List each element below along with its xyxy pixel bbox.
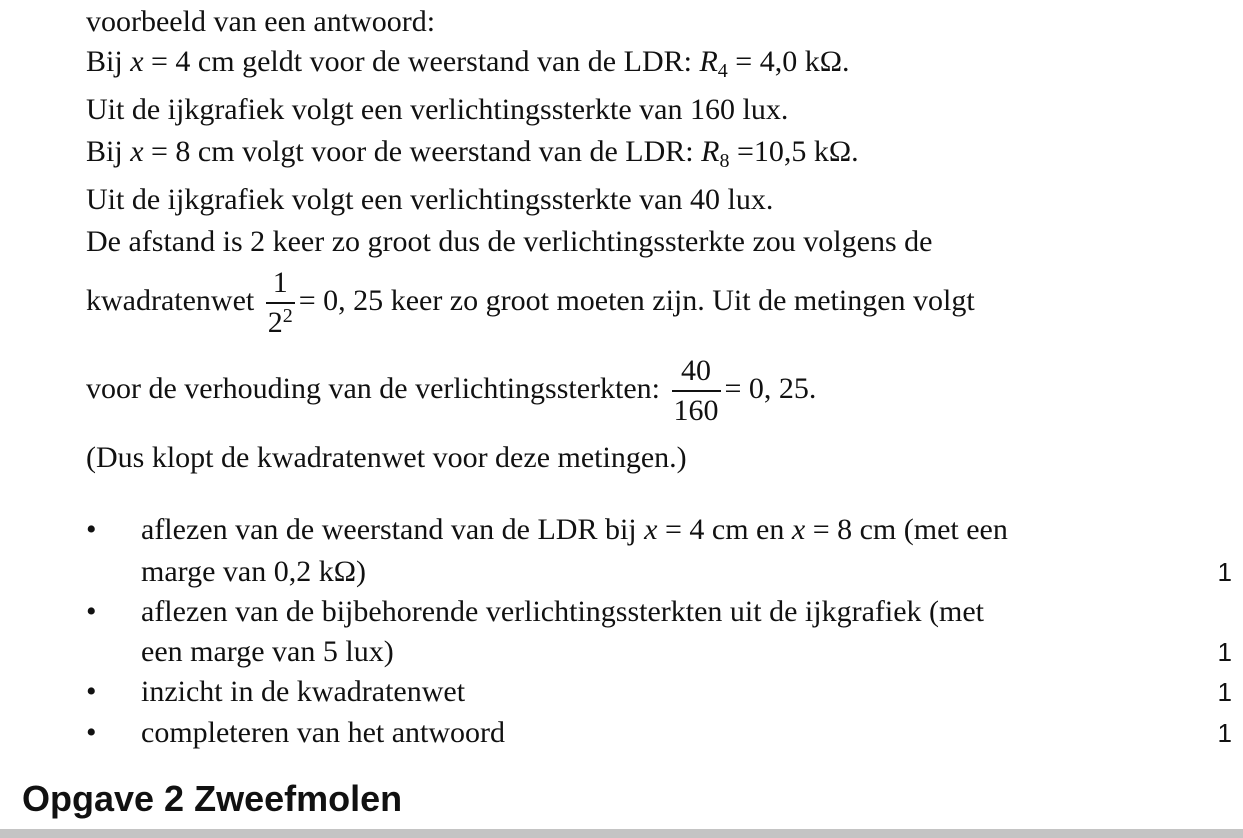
bullet-icon: • (86, 675, 97, 708)
fraction-40-over-160: $\frac{40}{160}$ (672, 352, 721, 430)
answer-line-8: (Dus klopt de kwadratenwet voor deze metingen.) (86, 441, 687, 474)
bullet-icon: • (86, 513, 97, 546)
score-points: 1 (1217, 718, 1232, 748)
score-points: 1 (1217, 637, 1232, 667)
answer-line-1: Bij x = 4 cm geldt voor de weerstand van de LDR: $R_4 = 4,0$ kΩ. (86, 45, 850, 82)
answer-line-7: voor de verhouding van de verlichtingssterkten: $\frac{40}{160}$ = 0, 25. (86, 352, 816, 430)
bullet-icon: • (86, 716, 97, 749)
answer-line-3: Bij x = 8 cm volgt voor de weerstand van de LDR: $R_8 =10,5$ kΩ. (86, 135, 859, 172)
score-points: 1 (1217, 557, 1232, 587)
page-bottom-divider (0, 829, 1243, 838)
answer-intro: voorbeeld van een antwoord: (86, 5, 436, 38)
answer-line-5: De afstand is 2 keer zo groot dus de verlichtingssterkte zou volgens de (86, 225, 933, 258)
answer-line-2: Uit de ijkgrafiek volgt een verlichtingssterkte van 160 lux. (86, 93, 789, 126)
answer-line-6: kwadratenwet $\frac{1}{2^2}$ = 0, 25 keer zo groot moeten zijn. Uit de metingen volgt (86, 264, 975, 342)
answer-line-4: Uit de ijkgrafiek volgt een verlichtingssterkte van 40 lux. (86, 183, 774, 216)
bullet-icon: • (86, 595, 97, 628)
section-heading: Opgave 2 Zweefmolen (22, 778, 403, 819)
score-points: 1 (1217, 677, 1232, 707)
fraction-one-over-two-squared: $\frac{1}{2^2}$ (266, 264, 295, 342)
